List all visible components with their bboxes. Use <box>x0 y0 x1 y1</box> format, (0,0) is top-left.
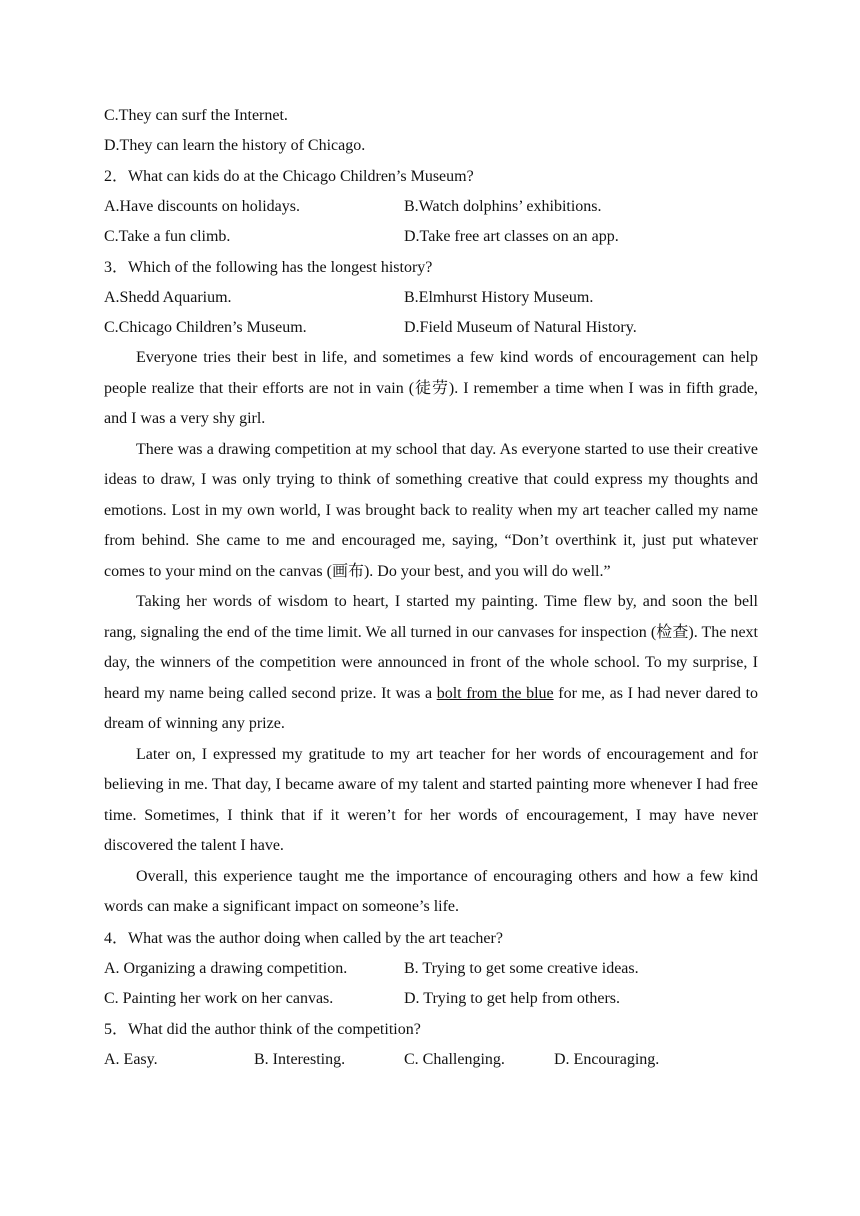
q2-options-row-2 <box>104 222 758 252</box>
q4-option-a: A. Organizing a drawing competition. <box>104 959 348 977</box>
q3-option-b: B.Elmhurst History Museum. <box>404 289 594 306</box>
passage-paragraph-5: Overall, this experience taught me the importance of encouraging others and how a few kind words can make a significant impact on someone’s life. <box>104 867 758 915</box>
q2-stem: 2．What can kids do at the Chicago Children’s Museum? <box>104 168 474 185</box>
passage-paragraph-4: Later on, I expressed my gratitude to my art teacher for her words of encouragement and for believing in me. That day, I became aware of my talent and started painting more whenever I had free time. Sometimes, I think that if it weren’t for her words of encouragement, I may have never discovered the talent I have. <box>104 745 758 854</box>
paragraph-3-text-start: Taking her words of wisdom to heart, I started my painting. Time flew by, and soon the bell rang, signaling the end of the time limit. We all turned in our canvases for inspection (检查). The next day, the winners of the competition were announced in front of the whole school. To my surprise, I heard my name being called second prize. It was a <box>104 593 758 702</box>
passage-paragraph-1: Everyone tries their best in life, and sometimes a few kind words of encouragement can help people realize that their efforts are not in vain (徒劳). I remember a time when I was in fifth grade, and I was a very shy girl. <box>104 349 758 427</box>
q2-option-a: A.Have discounts on holidays. <box>104 198 300 215</box>
q3-option-a: A.Shedd Aquarium. <box>104 289 232 306</box>
q2-option-c: C.Take a fun climb. <box>104 228 231 245</box>
q5-stem: 5．What did the author think of the competition? <box>104 1020 421 1038</box>
q4-option-b: B. Trying to get some creative ideas. <box>404 959 639 977</box>
q5-option-a: A. Easy. <box>104 1050 158 1068</box>
q4-option-d: D. Trying to get help from others. <box>404 989 620 1007</box>
exam-page <box>104 101 758 1075</box>
q5-option-d: D. Encouraging. <box>554 1050 660 1068</box>
q4-options-row-2 <box>104 984 758 1014</box>
q3-options-row-2 <box>104 313 758 343</box>
q2-option-b: B.Watch dolphins’ exhibitions. <box>404 198 602 215</box>
q2-option-d: D.Take free art classes on an app. <box>404 228 619 245</box>
q1-option-c: C.They can surf the Internet. <box>104 107 288 124</box>
passage-paragraph-2: There was a drawing competition at my school that day. As everyone started to use their creative ideas to draw, I was only trying to think of something creative that could express my thoughts and emotions. Lost in my own world, I was brought back to reality when my art teacher called my name from behind. She came to me and encouraged me, saying, “Don’t overthink it, just put whatever comes to your mind on the canvas (画布). Do your best, and you will do well.” <box>104 440 758 580</box>
q3-stem: 3．Which of the following has the longest history? <box>104 259 433 276</box>
q3-option-c: C.Chicago Children’s Museum. <box>104 319 307 336</box>
q5-option-b: B. Interesting. <box>254 1050 346 1068</box>
passage-paragraph-3 <box>104 587 758 740</box>
q4-option-c: C. Painting her work on her canvas. <box>104 989 334 1007</box>
q5-options-row <box>104 1045 758 1075</box>
q4-stem: 4．What was the author doing when called by the art teacher? <box>104 929 503 947</box>
q4-options-row-1 <box>104 954 758 984</box>
q3-option-d: D.Field Museum of Natural History. <box>404 319 637 336</box>
paragraph-3-text-end: for me, as I had never dared to dream of winning any prize. <box>104 684 759 732</box>
underlined-phrase: bolt from the blue <box>436 684 554 702</box>
q5-option-c: C. Challenging. <box>404 1050 505 1068</box>
q2-options-row-1 <box>104 192 758 222</box>
q1-option-d: D.They can learn the history of Chicago. <box>104 137 366 154</box>
q3-options-row-1 <box>104 283 758 313</box>
